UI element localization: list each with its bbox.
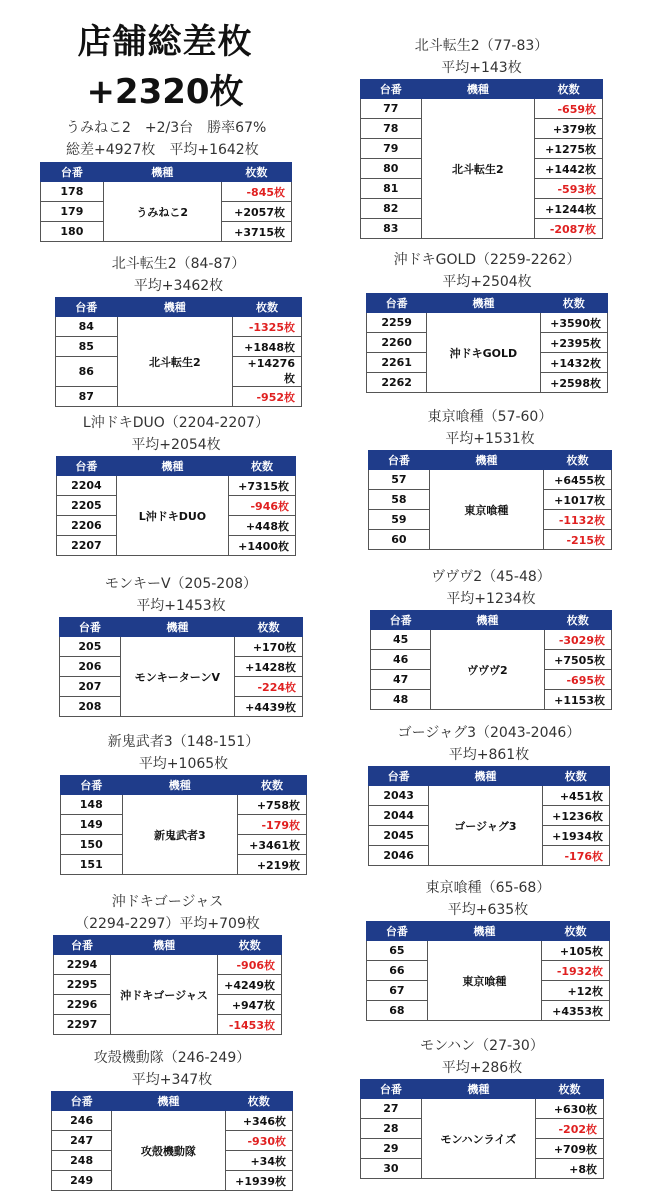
- block-heading: L沖ドキDUO（2204-2207）: [82, 415, 270, 431]
- col-model-header: 機種: [431, 611, 544, 630]
- unit-number: 247: [52, 1131, 112, 1151]
- coin-difference: +3461枚: [238, 835, 307, 855]
- model-name: 北斗転生2: [421, 99, 535, 239]
- col-count-header: 枚数: [229, 457, 296, 476]
- block-heading: 北斗転生2（84-87）: [111, 256, 246, 272]
- table-header-row: [54, 936, 282, 955]
- total-difference: +2320枚: [86, 72, 244, 112]
- summary-line-2: 総差+4927枚 平均+1642枚: [66, 142, 259, 158]
- table-header-row: [361, 80, 603, 99]
- unit-number: 2206: [57, 516, 117, 536]
- coin-difference: -202枚: [535, 1119, 603, 1139]
- coin-difference: -593枚: [535, 179, 603, 199]
- table-row: [371, 630, 612, 650]
- unit-number: 2296: [54, 995, 111, 1015]
- unit-number: 2204: [57, 476, 117, 496]
- coin-difference: -845枚: [221, 182, 291, 202]
- coin-difference: -179枚: [238, 815, 307, 835]
- table-header-row: [361, 1080, 604, 1099]
- col-model-header: 機種: [421, 1080, 535, 1099]
- col-model-header: 機種: [111, 936, 218, 955]
- unit-number: 208: [60, 697, 121, 717]
- coin-difference: +8枚: [535, 1159, 603, 1179]
- block-heading: ゴージャグ3（2043-2046）: [397, 725, 581, 741]
- unit-number: 83: [361, 219, 422, 239]
- coin-difference: +12枚: [541, 981, 609, 1001]
- coin-difference: +1939枚: [225, 1171, 292, 1191]
- block-average: 平均+286枚: [441, 1060, 523, 1076]
- coin-difference: +170枚: [234, 637, 302, 657]
- table-header-row: [369, 451, 612, 470]
- block-average: 平均+143枚: [441, 60, 522, 76]
- table-row: [54, 955, 282, 975]
- unit-number: 148: [61, 795, 123, 815]
- col-unit-header: 台番: [56, 298, 118, 317]
- coin-difference: +14276枚: [233, 357, 302, 387]
- col-model-header: 機種: [421, 80, 535, 99]
- coin-difference: +2598枚: [540, 373, 607, 393]
- block-average: 平均+2504枚: [442, 274, 532, 290]
- col-model-header: 機種: [116, 457, 228, 476]
- machine-table: [40, 162, 292, 242]
- table-row: [60, 637, 303, 657]
- unit-number: 2260: [367, 333, 427, 353]
- unit-number: 86: [56, 357, 118, 387]
- block-average: 平均+3462枚: [133, 278, 224, 294]
- machine-table: [368, 766, 610, 866]
- unit-number: 2297: [54, 1015, 111, 1035]
- block-okidoki-gorgeous: [53, 891, 282, 1035]
- table-header-row: [369, 767, 610, 786]
- coin-difference: +1400枚: [229, 536, 296, 556]
- block-heading: 攻殻機動隊（246-249）: [93, 1050, 251, 1066]
- coin-difference: +630枚: [535, 1099, 603, 1119]
- block-hokuto-84-87: [55, 253, 302, 407]
- col-count-header: 枚数: [225, 1092, 292, 1111]
- coin-difference: -659枚: [535, 99, 603, 119]
- block-average: 平均+1234枚: [446, 591, 536, 607]
- coin-difference: +1236枚: [542, 806, 609, 826]
- coin-difference: -2087枚: [535, 219, 603, 239]
- unit-number: 60: [369, 530, 430, 550]
- unit-number: 2046: [369, 846, 429, 866]
- coin-difference: -930枚: [225, 1131, 292, 1151]
- block-heading: 新鬼武者3（148-151）: [107, 734, 260, 750]
- coin-difference: +2057枚: [221, 202, 291, 222]
- coin-difference: +379枚: [535, 119, 603, 139]
- page-title: 店舗総差枚: [77, 22, 253, 62]
- block-heading: モンキーV（205-208）: [104, 576, 258, 592]
- model-name: ヴヴヴ2: [431, 630, 544, 710]
- unit-number: 150: [61, 835, 123, 855]
- col-count-header: 枚数: [233, 298, 302, 317]
- table-header-row: [56, 298, 302, 317]
- table-header-row: [367, 294, 608, 313]
- unit-number: 45: [371, 630, 431, 650]
- col-unit-header: 台番: [52, 1092, 112, 1111]
- coin-difference: -224枚: [234, 677, 302, 697]
- col-unit-header: 台番: [367, 294, 427, 313]
- block-average: 平均+861枚: [448, 747, 530, 763]
- coin-difference: -1453枚: [218, 1015, 282, 1035]
- col-model-header: 機種: [103, 163, 221, 182]
- unit-number: 206: [60, 657, 121, 677]
- table-row: [61, 795, 307, 815]
- machine-table: [368, 450, 612, 550]
- coin-difference: +4353枚: [541, 1001, 609, 1021]
- model-name: 東京喰種: [427, 941, 541, 1021]
- machine-table: [60, 775, 307, 875]
- model-name: モンハンライズ: [421, 1099, 535, 1179]
- block-gogo-juggler3: [368, 722, 610, 866]
- unit-number: 2205: [57, 496, 117, 516]
- model-name: 北斗転生2: [117, 317, 233, 407]
- unit-number: 48: [371, 690, 431, 710]
- machine-table: [360, 79, 603, 239]
- model-name: ゴージャグ3: [429, 786, 542, 866]
- machine-table: [51, 1091, 293, 1191]
- coin-difference: +2395枚: [540, 333, 607, 353]
- table-row: [367, 313, 608, 333]
- unit-number: 47: [371, 670, 431, 690]
- block-monhan: [360, 1035, 604, 1179]
- unit-number: 80: [361, 159, 422, 179]
- table-row: [56, 317, 302, 337]
- machine-table: [55, 297, 302, 407]
- unit-number: 149: [61, 815, 123, 835]
- coin-difference: +346枚: [225, 1111, 292, 1131]
- coin-difference: -946枚: [229, 496, 296, 516]
- col-unit-header: 台番: [41, 163, 104, 182]
- block-heading: モンハン（27-30）: [420, 1038, 544, 1054]
- coin-difference: +7505枚: [544, 650, 611, 670]
- block-heading: ヴヴヴ2（45-48）: [431, 569, 551, 585]
- unit-number: 249: [52, 1171, 112, 1191]
- unit-number: 178: [41, 182, 104, 202]
- block-shin-onimusha3: [60, 731, 307, 875]
- coin-difference: +1244枚: [535, 199, 603, 219]
- block-vvv2: [370, 566, 612, 710]
- block-heading: 沖ドキGOLD（2259-2262）: [393, 252, 581, 268]
- machine-table: [56, 456, 296, 556]
- col-count-header: 枚数: [535, 80, 603, 99]
- coin-difference: -1132枚: [543, 510, 611, 530]
- coin-difference: +1442枚: [535, 159, 603, 179]
- col-count-header: 枚数: [221, 163, 291, 182]
- table-row: [361, 1099, 604, 1119]
- coin-difference: +105枚: [541, 941, 609, 961]
- block-tokyo-ghoul-57-60: [368, 406, 612, 550]
- col-model-header: 機種: [117, 298, 233, 317]
- block-heading: 東京喰種（57-60）: [427, 409, 553, 425]
- col-count-header: 枚数: [238, 776, 307, 795]
- coin-difference: +709枚: [535, 1139, 603, 1159]
- block-tokyo-ghoul-65-68: [366, 877, 610, 1021]
- block-heading: 北斗転生2（77-83）: [414, 38, 549, 54]
- block-average: 平均+1065枚: [138, 756, 229, 772]
- coin-difference: +1017枚: [543, 490, 611, 510]
- coin-difference: +1428枚: [234, 657, 302, 677]
- unit-number: 79: [361, 139, 422, 159]
- machine-table: [366, 293, 608, 393]
- unit-number: 78: [361, 119, 422, 139]
- col-unit-header: 台番: [60, 618, 121, 637]
- unit-number: 28: [361, 1119, 422, 1139]
- coin-difference: +451枚: [542, 786, 609, 806]
- block-average: 平均+1453枚: [136, 598, 226, 614]
- block-heading: 沖ドキゴージャス: [111, 894, 224, 910]
- block-average: （2294-2297）平均+709枚: [75, 916, 260, 932]
- machine-table: [53, 935, 282, 1035]
- block-average: 平均+1531枚: [445, 431, 535, 447]
- unit-number: 2295: [54, 975, 111, 995]
- table-row: [361, 99, 603, 119]
- coin-difference: +219枚: [238, 855, 307, 875]
- model-name: 沖ドキGOLD: [427, 313, 540, 393]
- machine-table: [360, 1079, 604, 1179]
- coin-difference: +1848枚: [233, 337, 302, 357]
- col-unit-header: 台番: [361, 1080, 422, 1099]
- col-unit-header: 台番: [371, 611, 431, 630]
- coin-difference: -695枚: [544, 670, 611, 690]
- table-row: [367, 941, 610, 961]
- unit-number: 27: [361, 1099, 422, 1119]
- block-monkey-v: [59, 573, 303, 717]
- coin-difference: +4439枚: [234, 697, 302, 717]
- unit-number: 66: [367, 961, 428, 981]
- coin-difference: -1325枚: [233, 317, 302, 337]
- block-average: 平均+347枚: [131, 1072, 213, 1088]
- col-unit-header: 台番: [361, 80, 422, 99]
- table-row: [41, 182, 292, 202]
- coin-difference: +3715枚: [221, 222, 291, 242]
- col-unit-header: 台番: [369, 451, 430, 470]
- col-count-header: 枚数: [542, 767, 609, 786]
- unit-number: 2262: [367, 373, 427, 393]
- table-row: [369, 470, 612, 490]
- col-count-header: 枚数: [543, 451, 611, 470]
- unit-number: 207: [60, 677, 121, 697]
- unit-number: 2044: [369, 806, 429, 826]
- block-hokuto-77-83: [360, 35, 603, 239]
- table-header-row: [367, 922, 610, 941]
- block-koukaku: [51, 1047, 293, 1191]
- machine-table: [59, 617, 303, 717]
- unit-number: 2261: [367, 353, 427, 373]
- unit-number: 2294: [54, 955, 111, 975]
- model-name: L沖ドキDUO: [116, 476, 228, 556]
- unit-number: 68: [367, 1001, 428, 1021]
- block-okidoki-gold: [366, 249, 608, 393]
- col-unit-header: 台番: [61, 776, 123, 795]
- block-average: 平均+635枚: [447, 902, 529, 918]
- block-okidoki-duo: [56, 412, 296, 556]
- unit-number: 65: [367, 941, 428, 961]
- block-heading: 東京喰種（65-68）: [425, 880, 551, 896]
- col-count-header: 枚数: [535, 1080, 603, 1099]
- model-name: モンキーターンV: [120, 637, 234, 717]
- table-header-row: [57, 457, 296, 476]
- unit-number: 2207: [57, 536, 117, 556]
- unit-number: 205: [60, 637, 121, 657]
- col-model-header: 機種: [120, 618, 234, 637]
- col-model-header: 機種: [427, 294, 540, 313]
- unit-number: 67: [367, 981, 428, 1001]
- table-header-row: [371, 611, 612, 630]
- coin-difference: -952枚: [233, 387, 302, 407]
- unit-number: 2259: [367, 313, 427, 333]
- coin-difference: -3029枚: [544, 630, 611, 650]
- col-count-header: 枚数: [540, 294, 607, 313]
- block-umineko2: [40, 162, 292, 242]
- unit-number: 46: [371, 650, 431, 670]
- unit-number: 248: [52, 1151, 112, 1171]
- model-name: 新鬼武者3: [122, 795, 238, 875]
- coin-difference: +1153枚: [544, 690, 611, 710]
- coin-difference: -176枚: [542, 846, 609, 866]
- unit-number: 246: [52, 1111, 112, 1131]
- unit-number: 2045: [369, 826, 429, 846]
- table-row: [369, 786, 610, 806]
- machine-table: [366, 921, 610, 1021]
- unit-number: 179: [41, 202, 104, 222]
- col-count-header: 枚数: [544, 611, 611, 630]
- table-header-row: [52, 1092, 293, 1111]
- unit-number: 85: [56, 337, 118, 357]
- unit-number: 151: [61, 855, 123, 875]
- coin-difference: +3590枚: [540, 313, 607, 333]
- coin-difference: +1432枚: [540, 353, 607, 373]
- coin-difference: -1932枚: [541, 961, 609, 981]
- unit-number: 180: [41, 222, 104, 242]
- table-row: [52, 1111, 293, 1131]
- coin-difference: +7315枚: [229, 476, 296, 496]
- col-count-header: 枚数: [218, 936, 282, 955]
- table-row: [57, 476, 296, 496]
- table-header-row: [41, 163, 292, 182]
- col-count-header: 枚数: [541, 922, 609, 941]
- unit-number: 58: [369, 490, 430, 510]
- block-average: 平均+2054枚: [131, 437, 221, 453]
- col-model-header: 機種: [427, 922, 541, 941]
- unit-number: 87: [56, 387, 118, 407]
- col-model-header: 機種: [429, 767, 542, 786]
- col-unit-header: 台番: [369, 767, 429, 786]
- col-unit-header: 台番: [367, 922, 428, 941]
- unit-number: 29: [361, 1139, 422, 1159]
- unit-number: 57: [369, 470, 430, 490]
- table-header-row: [61, 776, 307, 795]
- coin-difference: +1934枚: [542, 826, 609, 846]
- model-name: 東京喰種: [429, 470, 543, 550]
- col-model-header: 機種: [112, 1092, 225, 1111]
- coin-difference: +758枚: [238, 795, 307, 815]
- coin-difference: -906枚: [218, 955, 282, 975]
- col-model-header: 機種: [429, 451, 543, 470]
- coin-difference: +34枚: [225, 1151, 292, 1171]
- model-name: 攻殻機動隊: [112, 1111, 225, 1191]
- unit-number: 81: [361, 179, 422, 199]
- table-header-row: [60, 618, 303, 637]
- unit-number: 59: [369, 510, 430, 530]
- unit-number: 30: [361, 1159, 422, 1179]
- col-count-header: 枚数: [234, 618, 302, 637]
- coin-difference: +448枚: [229, 516, 296, 536]
- coin-difference: +1275枚: [535, 139, 603, 159]
- unit-number: 82: [361, 199, 422, 219]
- unit-number: 2043: [369, 786, 429, 806]
- model-name: 沖ドキゴージャス: [111, 955, 218, 1035]
- machine-table: [370, 610, 612, 710]
- unit-number: 84: [56, 317, 118, 337]
- coin-difference: +6455枚: [543, 470, 611, 490]
- model-name: うみねこ2: [103, 182, 221, 242]
- col-unit-header: 台番: [57, 457, 117, 476]
- col-unit-header: 台番: [54, 936, 111, 955]
- col-model-header: 機種: [122, 776, 238, 795]
- summary-line-1: うみねこ2 +2/3台 勝率67%: [66, 120, 267, 136]
- coin-difference: -215枚: [543, 530, 611, 550]
- coin-difference: +4249枚: [218, 975, 282, 995]
- unit-number: 77: [361, 99, 422, 119]
- coin-difference: +947枚: [218, 995, 282, 1015]
